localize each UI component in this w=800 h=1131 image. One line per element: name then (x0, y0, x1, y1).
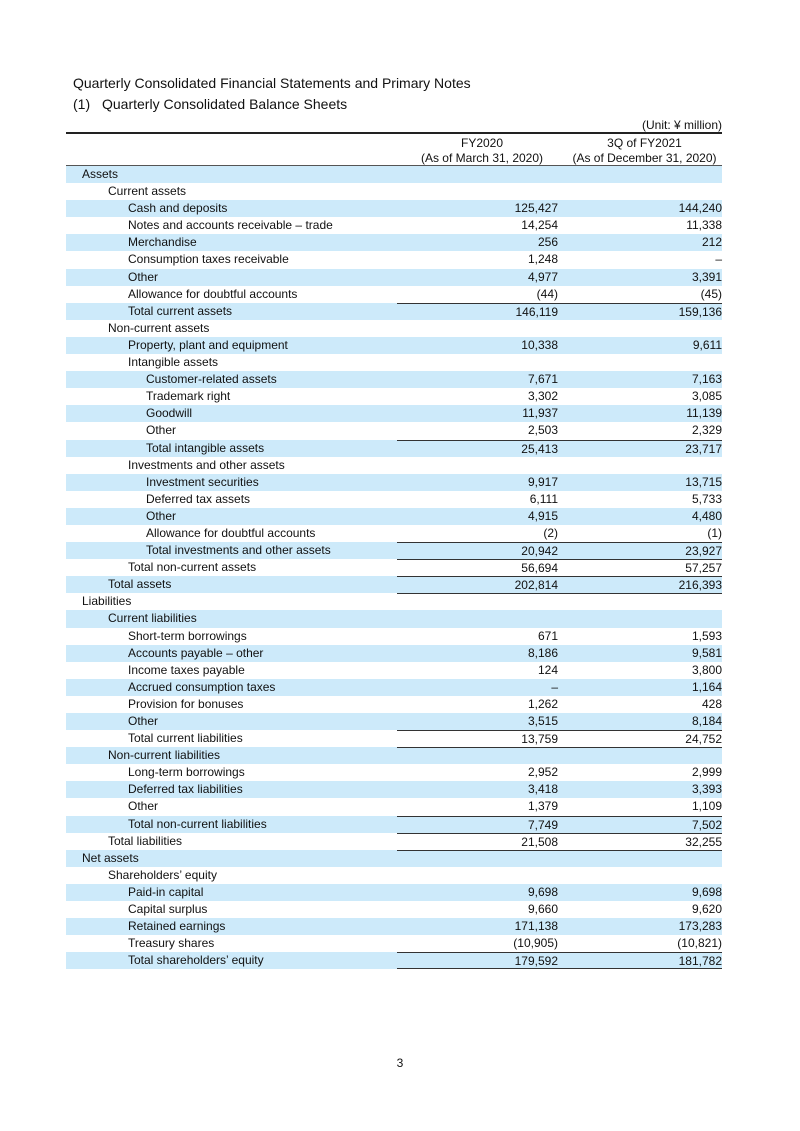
section-title-text: Quarterly Consolidated Balance Sheets (102, 96, 348, 112)
value-fy2020: 125,427 (514, 201, 558, 216)
value-fy2020: 202,814 (408, 576, 558, 593)
table-row (66, 952, 722, 969)
row-label: Investments and other assets (128, 457, 285, 472)
table-row (66, 850, 722, 867)
value-fy2020: 8,186 (527, 645, 558, 660)
row-label: Other (128, 799, 159, 814)
value-fy2020 (408, 593, 558, 610)
column-header-3q-fy2021-period: 3Q of FY2021 (607, 136, 682, 150)
value-3q-fy2021: 8,184 (691, 714, 722, 728)
value-fy2020: 25,413 (408, 440, 558, 457)
row-label: Allowance for doubtful accounts (146, 525, 316, 540)
value-fy2020 (408, 747, 558, 764)
table-row (66, 491, 722, 508)
table-row (66, 901, 722, 918)
value-fy2020: 9,917 (527, 474, 558, 489)
value-fy2020: 179,592 (408, 952, 558, 969)
value-fy2020: 124 (537, 662, 558, 677)
value-3q-fy2021: 3,800 (691, 662, 722, 677)
table-row (66, 525, 722, 542)
column-header-3q-fy2021-date: (As of December 31, 2020) (572, 151, 717, 165)
table-row (66, 440, 722, 457)
table-row (66, 474, 722, 491)
row-label: Current liabilities (108, 611, 197, 626)
table-row (66, 798, 722, 815)
row-label: Accounts payable – other (128, 645, 264, 660)
value-fy2020: 4,915 (527, 508, 558, 523)
table-row (66, 645, 722, 662)
value-fy2020: 13,759 (408, 730, 558, 747)
row-label: Total assets (108, 577, 172, 592)
value-3q-fy2021: – (715, 252, 722, 267)
table-row (66, 337, 722, 354)
value-3q-fy2021: (10,821) (677, 936, 722, 951)
table-row (66, 320, 722, 337)
value-3q-fy2021: 181,782 (572, 952, 722, 969)
value-fy2020: (44) (536, 286, 558, 301)
value-fy2020: 9,660 (527, 902, 558, 917)
value-3q-fy2021: 7,502 (572, 816, 722, 833)
value-fy2020: 14,254 (521, 218, 558, 233)
row-label: Income taxes payable (128, 662, 245, 677)
value-3q-fy2021: 9,581 (691, 645, 722, 660)
value-3q-fy2021: 4,480 (691, 508, 722, 523)
table-row (66, 610, 722, 627)
table-row (66, 354, 722, 371)
row-label: Consumption taxes receivable (128, 252, 289, 267)
row-label: Total liabilities (108, 833, 183, 848)
value-fy2020: 11,937 (522, 406, 558, 421)
value-3q-fy2021 (572, 850, 722, 867)
value-3q-fy2021: 159,136 (572, 303, 722, 320)
column-header-fy2020-date: (As of March 31, 2020) (420, 151, 544, 165)
value-3q-fy2021: 1,164 (691, 679, 722, 694)
row-label: Customer-related assets (146, 372, 277, 387)
table-row (66, 234, 722, 251)
value-fy2020: 146,119 (408, 303, 558, 320)
row-label: Current assets (108, 184, 187, 199)
table-row (66, 747, 722, 764)
value-3q-fy2021: 9,698 (691, 884, 722, 899)
row-label: Total current liabilities (128, 731, 243, 746)
row-label: Shareholders’ equity (108, 867, 217, 882)
value-3q-fy2021: 9,620 (691, 902, 722, 917)
value-fy2020: 3,515 (527, 714, 558, 728)
value-3q-fy2021: 212 (701, 235, 722, 250)
row-label: Investment securities (146, 474, 259, 489)
row-label: Long-term borrowings (128, 765, 245, 780)
document-heading: Quarterly Consolidated Financial Statements and Primary Notes (73, 75, 471, 91)
row-label: Notes and accounts receivable – trade (128, 218, 333, 233)
value-3q-fy2021: 9,611 (692, 337, 722, 352)
table-row (66, 166, 722, 183)
row-label: Property, plant and equipment (128, 337, 288, 352)
value-fy2020: 3,302 (527, 389, 558, 404)
value-3q-fy2021: 2,329 (691, 423, 722, 438)
value-3q-fy2021: 428 (701, 696, 722, 711)
row-label: Paid-in capital (128, 884, 204, 899)
value-3q-fy2021: 3,085 (691, 389, 722, 404)
table-row (66, 833, 722, 850)
section-title (73, 96, 347, 112)
value-fy2020: 2,952 (527, 765, 558, 780)
value-3q-fy2021: 2,999 (691, 765, 722, 780)
table-row (66, 183, 722, 200)
value-3q-fy2021: 5,733 (691, 491, 722, 506)
table-row (66, 816, 722, 833)
row-label: Deferred tax assets (146, 491, 251, 506)
table-row (66, 200, 722, 217)
value-fy2020: 1,262 (527, 696, 558, 711)
value-3q-fy2021: 11,139 (686, 406, 722, 421)
row-label: Allowance for doubtful accounts (128, 286, 298, 301)
value-fy2020 (408, 850, 558, 867)
table-row (66, 576, 722, 593)
value-fy2020: 671 (537, 628, 558, 643)
value-fy2020: 2,503 (527, 423, 558, 438)
value-3q-fy2021: 11,338 (686, 218, 722, 233)
value-3q-fy2021: 3,393 (691, 782, 722, 797)
table-row (66, 422, 722, 439)
row-label: Other (128, 714, 159, 728)
row-label: Short-term borrowings (128, 628, 247, 643)
table-row (66, 867, 722, 884)
table-row (66, 388, 722, 405)
table-row (66, 679, 722, 696)
row-label: Intangible assets (128, 355, 219, 370)
unit-label: (Unit: ¥ million) (641, 118, 722, 132)
row-label: Non-current liabilities (108, 748, 221, 763)
row-label: Other (146, 423, 177, 438)
row-label: Liabilities (82, 594, 132, 609)
value-fy2020: 171,138 (514, 919, 558, 934)
value-3q-fy2021: 32,255 (572, 833, 722, 850)
row-label: Net assets (82, 850, 139, 865)
page-number: 3 (396, 1056, 404, 1070)
table-row (66, 781, 722, 798)
value-3q-fy2021 (572, 593, 722, 610)
table-row (66, 593, 722, 610)
value-3q-fy2021: 173,283 (678, 919, 722, 934)
value-3q-fy2021: 3,391 (691, 269, 722, 284)
value-fy2020: 10,338 (521, 337, 558, 352)
table-row (66, 286, 722, 303)
table-row (66, 269, 722, 286)
value-fy2020: 4,977 (527, 269, 558, 284)
section-number: (1) (73, 96, 91, 112)
value-3q-fy2021: 57,257 (572, 559, 722, 576)
value-3q-fy2021: 24,752 (572, 730, 722, 747)
value-3q-fy2021: 7,163 (691, 372, 722, 387)
column-header-fy2020-period: FY2020 (460, 136, 504, 150)
value-3q-fy2021: 23,717 (572, 440, 722, 457)
table-top-rule (66, 132, 722, 134)
column-header-3q-fy2021 (567, 136, 722, 166)
table-row (66, 730, 722, 747)
value-fy2020: 7,749 (408, 816, 558, 833)
value-fy2020: 1,379 (527, 799, 558, 814)
table-row (66, 696, 722, 713)
table-row (66, 542, 722, 559)
value-3q-fy2021: 1,109 (691, 799, 722, 814)
row-label: Cash and deposits (128, 201, 228, 216)
row-label: Non-current assets (108, 320, 210, 335)
table-row (66, 251, 722, 268)
row-label: Accrued consumption taxes (128, 679, 276, 694)
value-fy2020: 7,671 (527, 372, 558, 387)
table-row (66, 303, 722, 320)
row-label: Assets (82, 167, 119, 181)
table-row (66, 884, 722, 901)
table-row (66, 217, 722, 234)
row-label: Total non-current assets (128, 560, 257, 575)
value-fy2020: 256 (537, 235, 558, 250)
value-fy2020: 3,418 (527, 782, 558, 797)
row-label: Other (146, 508, 177, 523)
table-row (66, 764, 722, 781)
value-fy2020: 6,111 (529, 491, 558, 506)
table-row (66, 371, 722, 388)
value-fy2020: 56,694 (408, 559, 558, 576)
value-fy2020: (2) (543, 525, 558, 540)
table-row (66, 559, 722, 576)
table-row (66, 508, 722, 525)
balance-sheet-table (66, 166, 722, 969)
table-row (66, 457, 722, 474)
value-3q-fy2021: 144,240 (678, 201, 722, 216)
value-fy2020: 21,508 (408, 833, 558, 850)
row-label: Deferred tax liabilities (128, 782, 243, 797)
row-label: Treasury shares (128, 936, 215, 951)
row-label: Capital surplus (128, 902, 208, 917)
row-label: Trademark right (146, 389, 231, 404)
value-fy2020: 1,248 (527, 252, 558, 267)
value-fy2020: – (551, 679, 558, 694)
value-fy2020: 20,942 (408, 542, 558, 559)
value-3q-fy2021 (572, 747, 722, 764)
row-label: Total current assets (128, 303, 233, 318)
value-3q-fy2021: 1,593 (691, 628, 722, 643)
row-label: Merchandise (128, 235, 197, 250)
row-label: Retained earnings (128, 919, 226, 934)
table-row (66, 918, 722, 935)
row-label: Total shareholders’ equity (128, 953, 264, 968)
row-label: Goodwill (146, 406, 193, 421)
value-3q-fy2021: 13,715 (685, 474, 722, 489)
value-3q-fy2021: 23,927 (572, 542, 722, 559)
value-3q-fy2021: (45) (700, 286, 722, 301)
table-row (66, 935, 722, 952)
value-fy2020: 9,698 (527, 884, 558, 899)
value-3q-fy2021: 216,393 (572, 576, 722, 593)
row-label: Provision for bonuses (128, 696, 244, 711)
value-fy2020: (10,905) (513, 936, 558, 951)
table-row (66, 628, 722, 645)
row-label: Total intangible assets (146, 440, 265, 455)
row-label: Other (128, 269, 159, 284)
value-3q-fy2021: (1) (707, 525, 722, 540)
row-label: Total investments and other assets (146, 543, 331, 558)
column-header-fy2020 (397, 136, 567, 166)
table-row (66, 662, 722, 679)
table-row (66, 405, 722, 422)
row-label: Total non-current liabilities (128, 816, 267, 831)
table-row (66, 713, 722, 730)
